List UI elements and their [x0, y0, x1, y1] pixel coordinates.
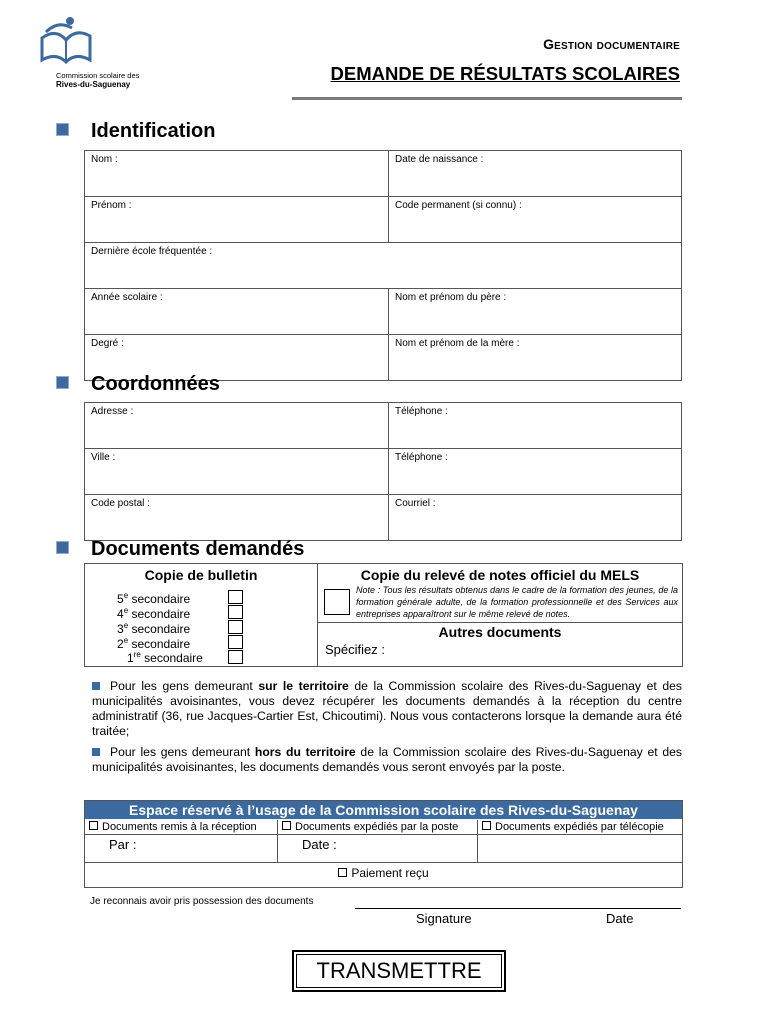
option-expedies-telecopie[interactable]: Documents expédiés par télécopie	[478, 820, 682, 835]
reserved-cell-reception	[85, 820, 278, 862]
section-bullet-icon	[56, 376, 69, 389]
option-paiement-recu[interactable]: Paiement reçu	[85, 862, 682, 880]
par-field[interactable]: Par :	[109, 837, 137, 852]
paragraph-bullet-icon	[92, 748, 100, 756]
field-annee-scolaire[interactable]: Année scolaire :	[85, 289, 389, 335]
reserved-cell-telecopie	[478, 820, 682, 862]
checkbox-icon	[338, 868, 347, 877]
page-subtitle: Gestion documentaire	[543, 36, 680, 52]
bulletin-title: Copie de bulletin	[144, 567, 258, 583]
signature-date-label: Date	[606, 911, 634, 926]
header-rule	[292, 97, 682, 100]
field-degre[interactable]: Degré :	[85, 335, 389, 381]
specifiez-field[interactable]: Spécifiez :	[325, 642, 385, 657]
field-nom-mere[interactable]: Nom et prénom de la mère :	[389, 335, 682, 381]
logo-book-icon	[36, 14, 96, 74]
checkbox-icon	[482, 821, 491, 830]
option-remis-reception[interactable]: Documents remis à la réception	[85, 820, 277, 835]
identification-table	[84, 150, 682, 381]
field-derniere-ecole[interactable]: Dernière école fréquentée :	[85, 243, 682, 289]
checkbox-3e-secondaire[interactable]	[228, 620, 243, 634]
section-coordonnees-heading: Coordonnées	[56, 373, 220, 396]
checkbox-5e-secondaire[interactable]	[228, 590, 243, 604]
field-code-postal[interactable]: Code postal :	[85, 495, 389, 541]
field-courriel[interactable]: Courriel :	[389, 495, 682, 541]
field-ville[interactable]: Ville :	[85, 449, 389, 495]
bulletin-item-4: 4e secondaire	[117, 606, 191, 621]
section-bullet-icon	[56, 123, 69, 136]
checkbox-icon	[89, 821, 98, 830]
field-date-naissance[interactable]: Date de naissance :	[389, 151, 682, 197]
option-expedies-poste[interactable]: Documents expédiés par la poste	[278, 820, 477, 835]
paragraph-bullet-icon	[92, 682, 100, 690]
date-field[interactable]: Date :	[302, 837, 337, 852]
checkbox-2e-secondaire[interactable]	[228, 635, 243, 649]
transmettre-button[interactable]: TRANSMETTRE	[292, 950, 506, 992]
info-paragraph-hors-territoire: Pour les gens demeurant hors du territoire de la Commission scolaire des Rives-du-Saguenay et des municipalités avoisinantes, les documents demandés vous seront envoyés par la poste.	[92, 745, 682, 774]
bulletin-item-2: 2e secondaire	[117, 636, 191, 651]
logo-org-line1: Commission scolaire des	[56, 71, 140, 80]
acknowledgement-text: Je reconnais avoir pris possession des documents	[90, 896, 314, 907]
field-code-permanent[interactable]: Code permanent (si connu) :	[389, 197, 682, 243]
field-telephone-1[interactable]: Téléphone :	[389, 403, 682, 449]
section-identification-heading: Identification	[56, 120, 215, 143]
reserved-space-heading: Espace réservé à l’usage de la Commission scolaire des Rives-du-Saguenay	[85, 801, 682, 819]
field-adresse[interactable]: Adresse :	[85, 403, 389, 449]
divider	[318, 622, 682, 623]
field-telephone-2[interactable]: Téléphone :	[389, 449, 682, 495]
checkbox-4e-secondaire[interactable]	[228, 605, 243, 619]
checkbox-mels[interactable]	[324, 589, 350, 615]
mels-note: Note : Tous les résultats obtenus dans le cadre de la formation des jeunes, de la formation générale adulte, de la formation professionnelle et des Services aux entreprises apparaîtront sur le même relevé de notes.	[356, 585, 678, 619]
logo	[36, 14, 136, 104]
coordonnees-table	[84, 402, 682, 541]
signature-label: Signature	[416, 911, 472, 926]
field-prenom[interactable]: Prénom :	[85, 197, 389, 243]
checkbox-icon	[282, 821, 291, 830]
reserved-cell-poste	[278, 820, 478, 862]
reserved-space-box	[84, 800, 683, 888]
autres-documents-title: Autres documents	[438, 624, 562, 640]
bulletin-item-1: 1re secondaire	[127, 650, 203, 665]
section-documents-heading: Documents demandés	[56, 538, 304, 561]
field-nom[interactable]: Nom :	[85, 151, 389, 197]
mels-title: Copie du relevé de notes officiel du MELS	[360, 567, 640, 583]
logo-org-line2: Rives-du-Saguenay	[56, 80, 131, 89]
checkbox-1re-secondaire[interactable]	[228, 650, 243, 664]
documents-box	[84, 563, 683, 667]
field-nom-pere[interactable]: Nom et prénom du père :	[389, 289, 682, 335]
info-paragraph-sur-territoire: Pour les gens demeurant sur le territoire de la Commission scolaire des Rives-du-Saguenay et des municipalités avoisinantes, vous devez récupérer les documents demandés à la réception du centre administratif (36, rue Jacques-Cartier Est, Chicoutimi). Nous vous contacterons lorsque la demande aura été traitée;	[92, 679, 682, 738]
bulletin-item-5: 5e secondaire	[117, 591, 191, 606]
section-bullet-icon	[56, 541, 69, 554]
page-title: DEMANDE DE RÉSULTATS SCOLAIRES	[330, 63, 680, 84]
signature-line[interactable]	[355, 908, 681, 909]
bulletin-item-3: 3e secondaire	[117, 621, 191, 636]
